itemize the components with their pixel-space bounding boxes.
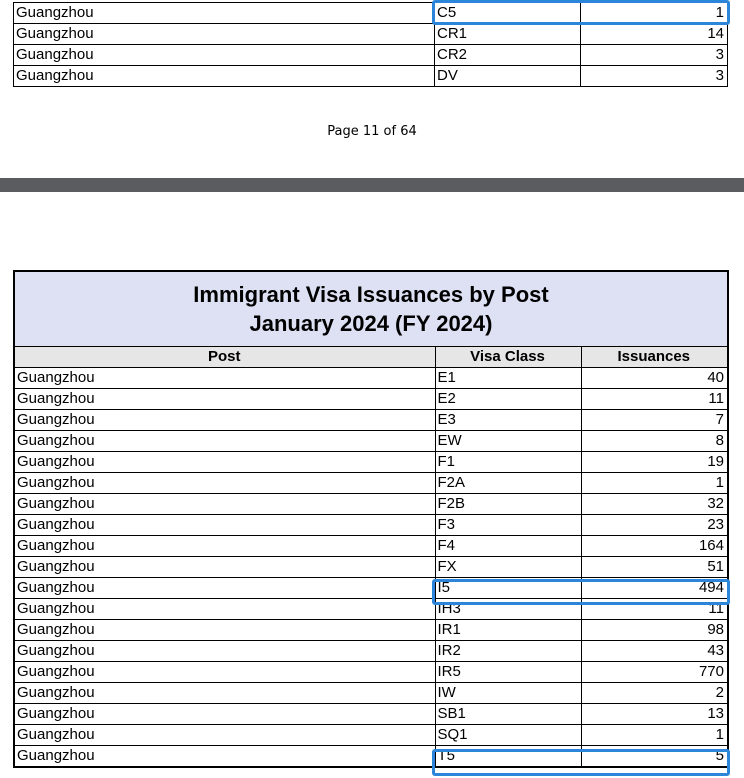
post-cell: Guangzhou: [14, 66, 435, 87]
current-page: [0, 192, 744, 778]
visa-class-cell: IR5: [435, 662, 581, 683]
post-cell: Guangzhou: [14, 473, 435, 494]
visa-class-cell: I5: [435, 578, 581, 599]
table-row: [14, 410, 728, 431]
issuances-cell: 1: [581, 3, 728, 24]
issuances-cell: 3: [581, 66, 728, 87]
report-title-line1: Immigrant Visa Issuances by Post: [193, 282, 549, 307]
report-title: [14, 271, 728, 347]
visa-class-cell: FX: [435, 557, 581, 578]
table-row: [14, 24, 728, 45]
visa-class-cell: F1: [435, 452, 581, 473]
visa-class-cell: F3: [435, 515, 581, 536]
table-row: [14, 452, 728, 473]
issuances-cell: 5: [581, 746, 728, 768]
issuances-cell: 164: [581, 536, 728, 557]
column-header-issuances: Issuances: [581, 347, 728, 368]
visa-class-cell: DV: [435, 66, 581, 87]
visa-class-cell: SQ1: [435, 725, 581, 746]
issuances-cell: 1: [581, 473, 728, 494]
post-cell: Guangzhou: [14, 620, 435, 641]
post-cell: Guangzhou: [14, 746, 435, 768]
page-number: Page 11 of 64: [327, 124, 417, 139]
previous-page: [0, 0, 744, 178]
title-row: [14, 271, 728, 347]
visa-class-cell: E1: [435, 368, 581, 389]
issuances-cell: 19: [581, 452, 728, 473]
post-cell: Guangzhou: [14, 368, 435, 389]
table-row: [14, 368, 728, 389]
post-cell: Guangzhou: [14, 410, 435, 431]
visa-class-cell: C5: [435, 3, 581, 24]
post-cell: Guangzhou: [14, 641, 435, 662]
issuances-cell: 770: [581, 662, 728, 683]
table-row: [14, 536, 728, 557]
issuances-cell: 13: [581, 704, 728, 725]
visa-issuance-table: [13, 270, 729, 768]
issuances-cell: 23: [581, 515, 728, 536]
visa-class-cell: E2: [435, 389, 581, 410]
table-row: [14, 389, 728, 410]
report-title-line2: January 2024 (FY 2024): [249, 311, 493, 336]
visa-class-cell: SB1: [435, 704, 581, 725]
table-row: [14, 620, 728, 641]
table-row: [14, 641, 728, 662]
issuances-cell: 494: [581, 578, 728, 599]
issuances-cell: 3: [581, 45, 728, 66]
issuances-cell: 14: [581, 24, 728, 45]
post-cell: Guangzhou: [14, 725, 435, 746]
issuances-cell: 98: [581, 620, 728, 641]
visa-class-cell: IW: [435, 683, 581, 704]
table-row: [14, 746, 728, 768]
column-header-post: Post: [14, 347, 435, 368]
post-cell: Guangzhou: [14, 557, 435, 578]
post-cell: Guangzhou: [14, 452, 435, 473]
visa-class-cell: IR2: [435, 641, 581, 662]
table-row: [14, 725, 728, 746]
visa-class-cell: IR1: [435, 620, 581, 641]
issuances-cell: 32: [581, 494, 728, 515]
visa-class-cell: F2A: [435, 473, 581, 494]
table-row: [14, 494, 728, 515]
post-cell: Guangzhou: [14, 704, 435, 725]
post-cell: Guangzhou: [14, 45, 435, 66]
table-row: [14, 431, 728, 452]
visa-class-cell: EW: [435, 431, 581, 452]
post-cell: Guangzhou: [14, 494, 435, 515]
visa-class-cell: E3: [435, 410, 581, 431]
issuances-cell: 7: [581, 410, 728, 431]
visa-class-cell: T5: [435, 746, 581, 768]
table-row: [14, 557, 728, 578]
post-cell: Guangzhou: [14, 578, 435, 599]
table-row: [14, 66, 728, 87]
visa-class-cell: F2B: [435, 494, 581, 515]
table-row: [14, 662, 728, 683]
post-cell: Guangzhou: [14, 3, 435, 24]
post-cell: Guangzhou: [14, 599, 435, 620]
visa-class-cell: CR2: [435, 45, 581, 66]
post-cell: Guangzhou: [14, 536, 435, 557]
issuances-cell: 11: [581, 599, 728, 620]
post-cell: Guangzhou: [14, 431, 435, 452]
visa-class-cell: CR1: [435, 24, 581, 45]
table-row: [14, 45, 728, 66]
table-row: [14, 515, 728, 536]
issuances-cell: 51: [581, 557, 728, 578]
visa-class-cell: IH3: [435, 599, 581, 620]
table-row: [14, 3, 728, 24]
post-cell: Guangzhou: [14, 24, 435, 45]
page-separator: [0, 178, 744, 192]
post-cell: Guangzhou: [14, 683, 435, 704]
table-row: [14, 473, 728, 494]
visa-class-cell: F4: [435, 536, 581, 557]
issuances-cell: 43: [581, 641, 728, 662]
visa-issuance-table-body: [14, 368, 728, 768]
issuances-cell: 40: [581, 368, 728, 389]
header-row: [14, 347, 728, 368]
table-row: [14, 599, 728, 620]
post-cell: Guangzhou: [14, 662, 435, 683]
issuances-cell: 8: [581, 431, 728, 452]
previous-page-table: [13, 2, 728, 87]
post-cell: Guangzhou: [14, 515, 435, 536]
issuances-cell: 11: [581, 389, 728, 410]
table-row: [14, 704, 728, 725]
previous-page-table-body: [14, 3, 728, 87]
issuances-cell: 1: [581, 725, 728, 746]
table-row: [14, 683, 728, 704]
table-row: [14, 578, 728, 599]
column-header-visa-class: Visa Class: [435, 347, 581, 368]
post-cell: Guangzhou: [14, 389, 435, 410]
issuances-cell: 2: [581, 683, 728, 704]
